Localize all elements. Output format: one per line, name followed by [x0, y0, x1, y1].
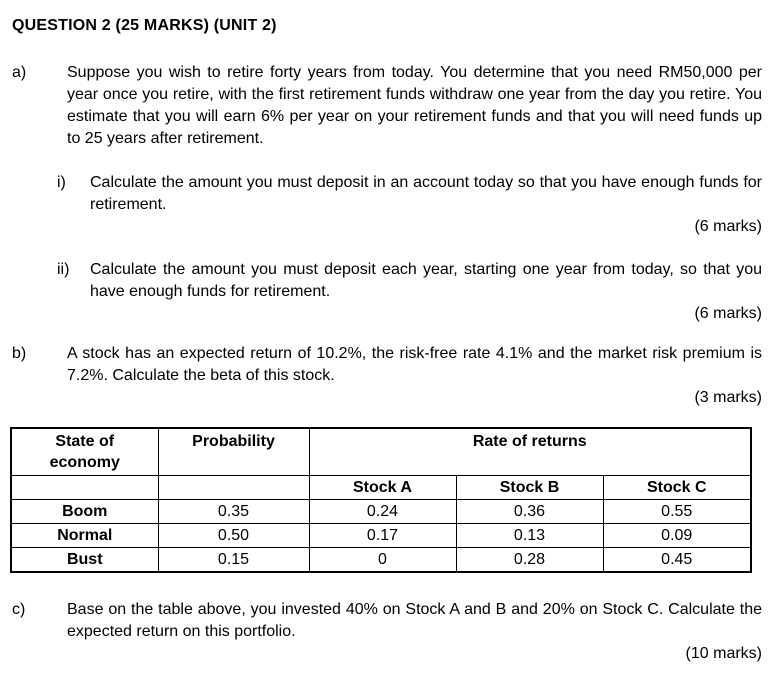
- probability-cell: 0.35: [158, 499, 309, 523]
- table-row-bust: [11, 547, 751, 572]
- stock-b-cell: 0.13: [456, 523, 603, 547]
- table-stock-header-row: [11, 475, 751, 499]
- table-header-row: [11, 428, 751, 475]
- part-b-label: b): [12, 345, 27, 362]
- page-title: QUESTION 2 (25 MARKS) (UNIT 2): [12, 17, 277, 34]
- state-cell: Boom: [11, 499, 158, 523]
- part-b-marks: (3 marks): [694, 389, 762, 406]
- table-row-normal: [11, 523, 751, 547]
- subpart-i: [57, 172, 762, 216]
- subpart-i-text: Calculate the amount you must deposit in an account today so that you have enough funds for retirement.: [90, 174, 762, 213]
- part-b: [12, 343, 762, 387]
- stock-a-cell: 0.17: [309, 523, 456, 547]
- empty-cell: [158, 475, 309, 499]
- stock-b-cell: 0.36: [456, 499, 603, 523]
- stock-c-cell: 0.55: [603, 499, 751, 523]
- subpart-ii-text: Calculate the amount you must deposit each year, starting one year from today, so that you have enough funds for retirement.: [90, 261, 762, 300]
- part-a-label: a): [12, 64, 27, 81]
- state-cell: Bust: [11, 547, 158, 572]
- part-c-text: Base on the table above, you invested 40% on Stock A and B and 20% on Stock C. Calculate the expected return on this portfolio.: [67, 600, 762, 640]
- part-c: [12, 599, 762, 643]
- stock-b-header: Stock B: [456, 475, 603, 499]
- stock-b-cell: 0.28: [456, 547, 603, 572]
- subpart-i-marks: (6 marks): [694, 218, 762, 235]
- rate-of-returns-header: Rate of returns: [309, 428, 751, 475]
- subpart-ii-label: ii): [57, 261, 70, 278]
- stock-c-cell: 0.45: [603, 547, 751, 572]
- subpart-ii: [57, 259, 762, 303]
- stock-c-header: Stock C: [603, 475, 751, 499]
- state-of-economy-header: State of economy: [11, 428, 158, 475]
- subpart-i-label: i): [57, 174, 66, 191]
- state-cell: Normal: [11, 523, 158, 547]
- part-c-marks: (10 marks): [685, 644, 762, 662]
- part-a: [12, 62, 762, 150]
- stock-c-cell: 0.09: [603, 523, 751, 547]
- part-a-text: Suppose you wish to retire forty years from today. You determine that you need RM50,000 per year once you retire, with the first retirement funds withdraw one year from the day you retire. You estimate that you will earn 6% per year on your retirement funds and that you will need funds up to 25 years after retirement.: [67, 64, 762, 147]
- probability-cell: 0.50: [158, 523, 309, 547]
- part-c-label: c): [12, 600, 26, 618]
- subpart-ii-marks: (6 marks): [694, 305, 762, 322]
- probability-header: Probability: [158, 428, 309, 475]
- stock-a-cell: 0: [309, 547, 456, 572]
- stock-a-cell: 0.24: [309, 499, 456, 523]
- table-row-boom: [11, 499, 751, 523]
- returns-table: [10, 427, 752, 573]
- probability-cell: 0.15: [158, 547, 309, 572]
- empty-cell: [11, 475, 158, 499]
- stock-a-header: Stock A: [309, 475, 456, 499]
- part-b-text: A stock has an expected return of 10.2%, the risk-free rate 4.1% and the market risk premium is 7.2%. Calculate the beta of this stock.: [67, 345, 762, 384]
